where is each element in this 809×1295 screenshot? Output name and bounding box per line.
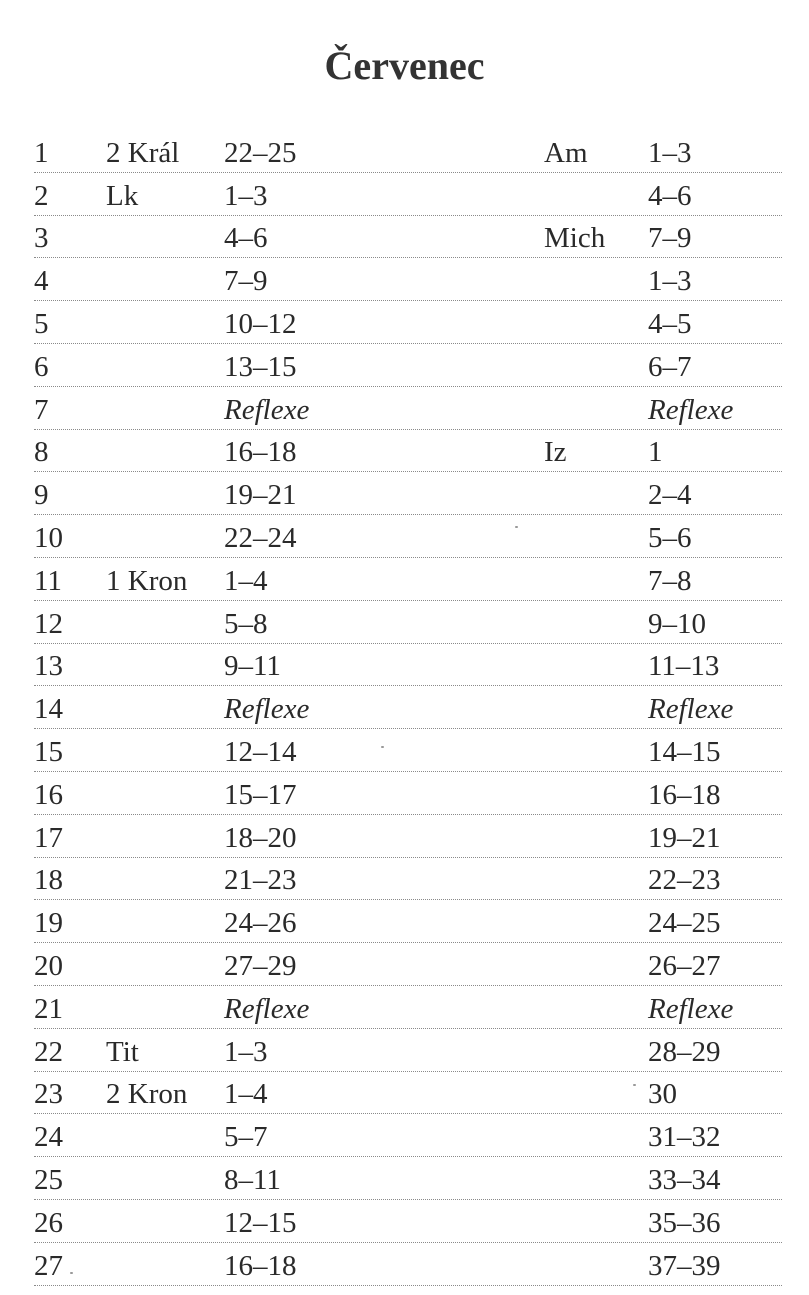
day-number: 9 (34, 479, 49, 512)
chapter-range: 19–21 (224, 479, 297, 512)
book-name: Lk (106, 179, 139, 212)
chapter-range: 12–14 (224, 735, 297, 768)
chapter-range: 1–3 (224, 1035, 268, 1068)
chapter-range: 33–34 (648, 1163, 721, 1196)
day-number: 1 (34, 136, 49, 169)
table-row (34, 558, 782, 601)
day-number: 13 (34, 650, 63, 683)
table-row (34, 729, 782, 772)
chapter-range: 1–3 (224, 179, 268, 212)
day-number: 12 (34, 607, 63, 640)
day-number: 3 (34, 222, 49, 255)
table-row (34, 301, 782, 344)
day-number: 8 (34, 436, 49, 469)
chapter-range: 24–26 (224, 907, 297, 940)
day-number: 18 (34, 864, 63, 897)
table-row (34, 387, 782, 430)
day-number: 10 (34, 521, 63, 554)
chapter-range: 4–6 (224, 222, 268, 255)
chapter-range: 26–27 (648, 949, 721, 982)
chapter-range: Reflexe (648, 693, 734, 726)
table-row (34, 1157, 782, 1200)
table-row (34, 1029, 782, 1072)
day-number: 11 (34, 564, 62, 597)
table-row (34, 1200, 782, 1243)
chapter-range: Reflexe (648, 393, 734, 426)
chapter-range: 4–5 (648, 307, 692, 340)
table-row (34, 258, 782, 301)
day-number: 2 (34, 179, 49, 212)
chapter-range: 24–25 (648, 907, 721, 940)
table-row (34, 1114, 782, 1157)
table-row (34, 1072, 782, 1115)
chapter-range: 31–32 (648, 1121, 721, 1154)
table-row (34, 858, 782, 901)
chapter-range: 1–3 (648, 265, 692, 298)
chapter-range: 9–11 (224, 650, 281, 683)
day-number: 23 (34, 1078, 63, 1111)
chapter-range: 15–17 (224, 778, 297, 811)
chapter-range: 22–23 (648, 864, 721, 897)
table-row (34, 173, 782, 216)
print-speck (633, 1084, 636, 1086)
chapter-range: Reflexe (224, 992, 310, 1025)
chapter-range: 16–18 (224, 1249, 297, 1282)
chapter-range: 22–24 (224, 521, 297, 554)
table-row (34, 986, 782, 1029)
chapter-range: 27–29 (224, 949, 297, 982)
table-row (34, 644, 782, 687)
book-name: 1 Kron (106, 564, 188, 597)
chapter-range: 28–29 (648, 1035, 721, 1068)
chapter-range: 7–9 (648, 222, 692, 255)
chapter-range: 5–8 (224, 607, 268, 640)
book-name: Tit (106, 1035, 139, 1068)
page-title: Červenec (324, 43, 485, 88)
book-name: 2 Král (106, 136, 180, 169)
chapter-range: 5–7 (224, 1121, 268, 1154)
chapter-range: 7–9 (224, 265, 268, 298)
chapter-range: 8–11 (224, 1163, 281, 1196)
day-number: 7 (34, 393, 49, 426)
table-row (34, 515, 782, 558)
chapter-range: 9–10 (648, 607, 706, 640)
chapter-range: 13–15 (224, 350, 297, 383)
day-number: 16 (34, 778, 63, 811)
day-number: 25 (34, 1163, 63, 1196)
chapter-range: 14–15 (648, 735, 721, 768)
day-number: 22 (34, 1035, 63, 1068)
chapter-range: 16–18 (648, 778, 721, 811)
table-row (34, 943, 782, 986)
table-row (34, 601, 782, 644)
chapter-range: 1–4 (224, 564, 268, 597)
book-name: 2 Kron (106, 1078, 188, 1111)
day-number: 15 (34, 735, 63, 768)
chapter-range: 12–15 (224, 1206, 297, 1239)
chapter-range: 35–36 (648, 1206, 721, 1239)
chapter-range: 5–6 (648, 521, 692, 554)
chapter-range: 21–23 (224, 864, 297, 897)
chapter-range: 1 (648, 436, 663, 469)
chapter-range: 4–6 (648, 179, 692, 212)
day-number: 26 (34, 1206, 63, 1239)
book-name: Mich (544, 222, 606, 255)
chapter-range: 1–4 (224, 1078, 268, 1111)
chapter-range: 11–13 (648, 650, 720, 683)
chapter-range: 19–21 (648, 821, 721, 854)
table-row (34, 900, 782, 943)
chapter-range: 16–18 (224, 436, 297, 469)
chapter-range: 22–25 (224, 136, 297, 169)
table-row (34, 1243, 782, 1286)
chapter-range: 30 (648, 1078, 677, 1111)
day-number: 5 (34, 307, 49, 340)
table-row (34, 344, 782, 387)
chapter-range: Reflexe (224, 393, 310, 426)
book-name: Iz (544, 436, 567, 469)
day-number: 4 (34, 265, 49, 298)
day-number: 20 (34, 949, 63, 982)
chapter-range: Reflexe (648, 992, 734, 1025)
chapter-range: 10–12 (224, 307, 297, 340)
chapter-range: 2–4 (648, 479, 692, 512)
day-number: 19 (34, 907, 63, 940)
print-speck (515, 526, 518, 528)
chapter-range: Reflexe (224, 693, 310, 726)
table-row (34, 686, 782, 729)
day-number: 14 (34, 693, 63, 726)
table-row (34, 815, 782, 858)
chapter-range: 1–3 (648, 136, 692, 169)
table-row (34, 430, 782, 473)
day-number: 27 (34, 1249, 63, 1282)
chapter-range: 6–7 (648, 350, 692, 383)
day-number: 6 (34, 350, 49, 383)
day-number: 24 (34, 1121, 63, 1154)
print-speck (381, 746, 384, 748)
print-speck (70, 1272, 73, 1274)
chapter-range: 7–8 (648, 564, 692, 597)
chapter-range: 37–39 (648, 1249, 721, 1282)
day-number: 21 (34, 992, 63, 1025)
day-number: 17 (34, 821, 63, 854)
reading-plan-table (34, 130, 782, 1286)
table-row (34, 216, 782, 259)
chapter-range: 18–20 (224, 821, 297, 854)
table-row (34, 772, 782, 815)
book-name: Am (544, 136, 588, 169)
table-row (34, 130, 782, 173)
table-row (34, 472, 782, 515)
